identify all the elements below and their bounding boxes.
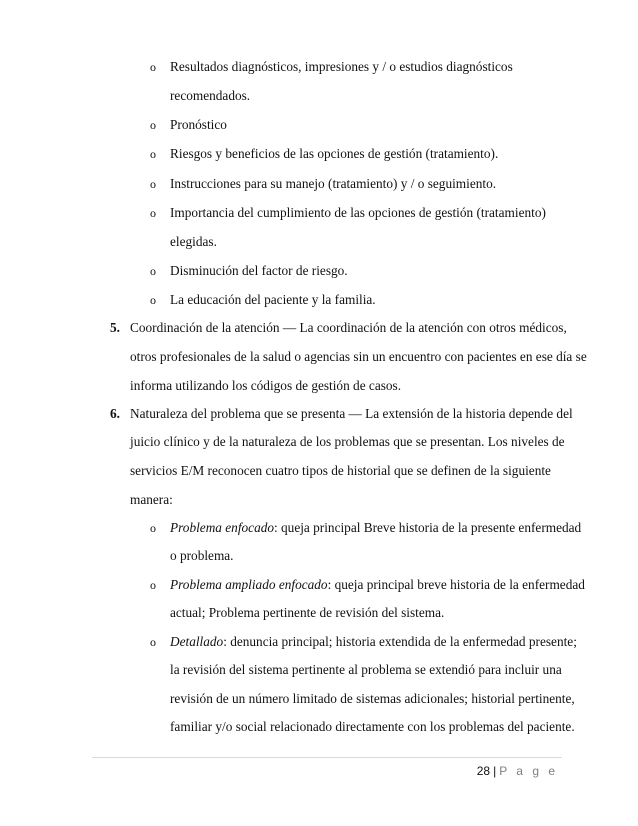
sub-item-instructions: Instrucciones para su manejo (tratamiento) y / o seguimiento.	[170, 176, 497, 191]
definition-text: : queja principal Breve historia de la presente enfermedad	[274, 520, 582, 535]
sub-item-compliance: Importancia del cumplimiento de las opciones de gestión (tratamiento)	[170, 205, 546, 220]
bullet-marker: o	[150, 147, 156, 161]
sub-item-problema-enfocado-cont: o problema.	[170, 548, 234, 563]
term-problema-enfocado: Problema enfocado	[170, 520, 275, 535]
item5-line-2: otros profesionales de la salud o agencias sin un encuentro con pacientes en ese día se	[130, 349, 587, 364]
footer-divider	[92, 757, 562, 758]
sub-item-detallado-cont-1: la revisión del sistema pertinente al problema se extendió para incluir una	[170, 662, 562, 677]
item5-line-3: informa utilizando los códigos de gestión de casos.	[130, 378, 402, 393]
sub-item-prognosis: Pronóstico	[170, 117, 227, 132]
item5-line-1: Coordinación de la atención — La coordinación de la atención con otros médicos,	[130, 320, 567, 335]
sub-item-problema-ampliado	[170, 577, 585, 593]
bullet-marker: o	[150, 177, 156, 191]
sub-item-detallado	[170, 634, 577, 650]
definition-text: : queja principal breve historia de la enfermedad	[327, 577, 585, 592]
list-number-6: 6.	[110, 406, 120, 421]
sub-item-problema-enfocado	[170, 520, 581, 536]
page-footer	[0, 763, 558, 779]
sub-item-detallado-cont-2: revisión de un número limitado de sistemas adicionales; historial pertinente,	[170, 691, 575, 706]
sub-item-risk-factor: Disminución del factor de riesgo.	[170, 263, 348, 278]
page-number: 28	[476, 764, 491, 778]
item6-line-1: Naturaleza del problema que se presenta — La extensión de la historia depende del	[130, 406, 573, 421]
bullet-marker: o	[150, 206, 156, 220]
bullet-marker: o	[150, 521, 156, 535]
item6-line-4: manera:	[130, 492, 173, 507]
sub-item-risks-benefits: Riesgos y beneficios de las opciones de gestión (tratamiento).	[170, 146, 499, 161]
bullet-marker: o	[150, 60, 156, 74]
sub-item-diagnostic-results: Resultados diagnósticos, impresiones y / o estudios diagnósticos	[170, 59, 513, 74]
item6-line-3: servicios E/M reconocen cuatro tipos de historial que se definen de la siguiente	[130, 463, 551, 478]
sub-item-education: La educación del paciente y la familia.	[170, 292, 376, 307]
item6-line-2: juicio clínico y de la naturaleza de los problemas que se presentan. Los niveles de	[130, 434, 565, 449]
bullet-marker: o	[150, 578, 156, 592]
sub-item-detallado-cont-3: familiar y/o social relacionado directamente con los problemas del paciente.	[170, 719, 575, 734]
term-problema-ampliado: Problema ampliado enfocado	[170, 577, 328, 592]
footer-separator: |	[493, 764, 497, 778]
bullet-marker: o	[150, 264, 156, 278]
page-label: P a g e	[499, 764, 558, 778]
list-number-5: 5.	[110, 320, 120, 335]
sub-item-problema-ampliado-cont: actual; Problema pertinente de revisión del sistema.	[170, 605, 445, 620]
term-detallado: Detallado	[170, 634, 224, 649]
sub-item-compliance-cont: elegidas.	[170, 234, 217, 249]
bullet-marker: o	[150, 635, 156, 649]
bullet-marker: o	[150, 118, 156, 132]
bullet-marker: o	[150, 293, 156, 307]
sub-item-diagnostic-results-cont: recomendados.	[170, 88, 251, 103]
definition-text: : denuncia principal; historia extendida de la enfermedad presente;	[223, 634, 577, 649]
